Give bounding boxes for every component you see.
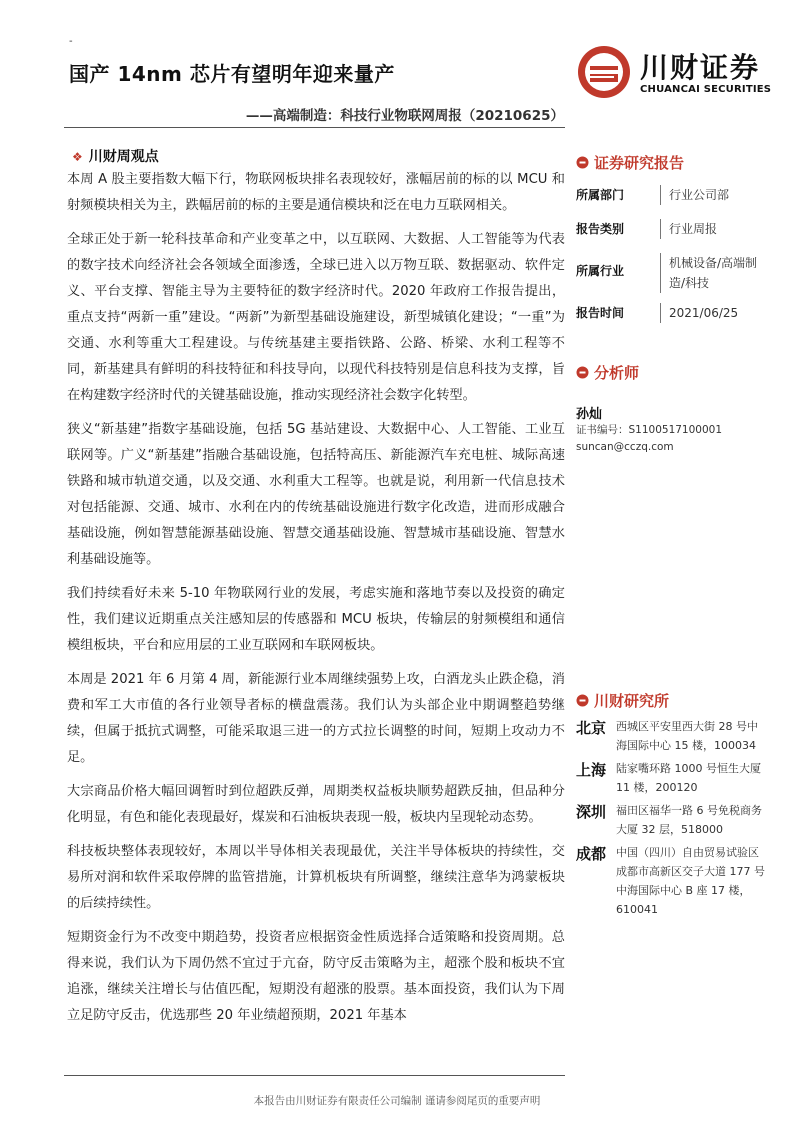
info-label: 报告类别 (576, 222, 625, 236)
office-shanghai (576, 759, 776, 797)
info-row-date (576, 303, 766, 323)
footer-divider (64, 1075, 565, 1076)
office-city: 北京 (576, 719, 607, 737)
header-dash: - (69, 36, 73, 47)
analyst-email[interactable]: suncan@cczq.com (576, 441, 674, 453)
office-address: 陆家嘴环路 1000 号恒生大厦 11 楼，200120 (616, 762, 761, 794)
office-address: 西城区平安里西大街 28 号中海国际中心 15 楼，100034 (616, 720, 758, 752)
main-body (67, 167, 565, 1037)
office-shenzhen (576, 801, 776, 839)
footer-disclaimer: 本报告由川财证券有限责任公司编制 谨请参阅尾页的重要声明 (253, 1095, 541, 1107)
office-city: 深圳 (576, 803, 607, 821)
office-address: 福田区福华一路 6 号免税商务大厦 32 层，518000 (616, 804, 762, 836)
report-title: 国产 14nm 芯片有望明年迎来量产 (69, 62, 395, 86)
office-address: 中国（四川）自由贸易试验区成都市高新区交子大道 177 号中海国际中心 B 座 17 楼，610041 (616, 846, 765, 916)
info-value: 行业公司部 (660, 185, 729, 205)
analyst-name: 孙灿 (576, 407, 603, 422)
info-row-category (576, 219, 766, 239)
institute-heading: 川财研究所 (576, 690, 776, 711)
section-heading (72, 146, 159, 166)
paragraph: 科技板块整体表现较好，本周以半导体相关表现最优，关注半导体板块的持续性，交易所对润和软件采取停牌的监管措施，计算机板块有所调整，继续注意华为鸿蒙板块的后续持续性。 (67, 844, 565, 911)
info-row-department (576, 185, 766, 205)
info-row-industry (576, 253, 766, 293)
logo-en-text: CHUANCAI SECURITIES (640, 84, 772, 95)
section-title: 川财周观点 (88, 149, 159, 165)
logo-cn-text: 川财证券 (640, 51, 761, 84)
report-heading-icon (576, 156, 589, 169)
office-chengdu (576, 843, 776, 919)
office-beijing (576, 717, 776, 755)
report-subtitle: ——高端制造：科技行业物联网周报（20210625） (245, 108, 564, 124)
analyst-cert: 证书编号：S1100517100001 (576, 424, 723, 436)
chuancai-logo-icon (576, 44, 632, 100)
info-value: 行业周报 (660, 219, 717, 239)
analyst-panel (576, 362, 766, 456)
info-value: 2021/06/25 (660, 303, 738, 323)
report-info-panel (576, 152, 766, 323)
office-city: 成都 (576, 845, 607, 863)
paragraph: 大宗商品价格大幅回调暂时到位超跌反弹，周期类权益板块顺势超跌反抽，但品种分化明显，有色和能化表现最好，煤炭和石油板块表现一般，板块内呈现轮动态势。 (67, 784, 565, 825)
company-logo (576, 44, 772, 100)
paragraph: 本周是 2021 年 6 月第 4 周，新能源行业本周继续强势上攻，白酒龙头止跌企稳，消费和军工大市值的各行业领导者标的横盘震荡。我们认为头部企业中期调整趋势继续，但属于抵抗式调整，可能采取退三进一的方式拉长调整的时间，短期上攻动力不足。 (67, 672, 565, 765)
header-divider (64, 127, 565, 128)
info-label: 报告时间 (576, 306, 625, 320)
info-label: 所属行业 (576, 264, 625, 278)
office-city: 上海 (576, 761, 607, 779)
analyst-heading-icon (576, 366, 589, 379)
diamond-bullet-icon: ❖ (72, 150, 83, 164)
institute-heading-icon (576, 694, 589, 707)
paragraph: 本周 A 股主要指数大幅下行，物联网板块排名表现较好，涨幅居前的标的以 MCU 和射频模块相关为主，跌幅居前的标的主要是通信模块和泛在电力互联网相关。 (67, 172, 565, 213)
paragraph: 我们持续看好未来 5-10 年物联网行业的发展，考虑实施和落地节奏以及投资的确定性，我们建议近期重点关注感知层的传感器和 MCU 板块，传输层的射频模组和通信模组板块，平台和应用层的工业互联网和车联网板块。 (67, 586, 565, 653)
info-value: 机械设备/高端制造/科技 (660, 253, 759, 293)
institute-panel (576, 690, 776, 921)
paragraph: 狭义“新基建”指数字基础设施，包括 5G 基站建设、大数据中心、人工智能、工业互联网等。广义“新基建”指融合基础设施，包括特高压、新能源汽车充电桩、城际高速铁路和城市轨道交通，以及交通、水利重大工程等。也就是说，利用新一代信息技术对包括能源、交通、城市、水利在内的传统基础设施进行数字化改造，进而形成融合基础设施，例如智慧能源基础设施、智慧交通基础设施、智慧城市基础设施、智慧水利基础设施等。 (67, 422, 565, 567)
report-info-heading: 证券研究报告 (576, 152, 766, 173)
info-label: 所属部门 (576, 188, 625, 202)
analyst-heading: 分析师 (576, 362, 766, 383)
paragraph: 全球正处于新一轮科技革命和产业变革之中，以互联网、大数据、人工智能等为代表的数字技术向经济社会各领域全面渗透，全球已进入以万物互联、数据驱动、软件定义、平台支撑、智能主导为主要特征的数字经济时代。2020 年政府工作报告提出，重点支持“两新一重”建设。“两新”为新型基础设施建设，新型城镇化建设；“一重”为交通、水利等重大工程建设。与传统基建主要指铁路、公路、桥梁、水利工程等不同，新基建具有鲜明的科技特征和科技导向，以现代科技特别是信息科技为支撑，旨在构建数字经济时代的关键基础设施，推动实现经济社会数字化转型。 (67, 232, 565, 403)
paragraph: 短期资金行为不改变中期趋势，投资者应根据资金性质选择合适策略和投资周期。总得来说，我们认为下周仍然不宜过于亢奋，防守反击策略为主，超涨个股和板块不宜追涨，继续关注增长与估值匹配，短期没有超涨的股票。基本面投资，我们认为下周立足防守反击，优选那些 20 年业绩超预期，2021 年基本 (67, 930, 565, 1023)
